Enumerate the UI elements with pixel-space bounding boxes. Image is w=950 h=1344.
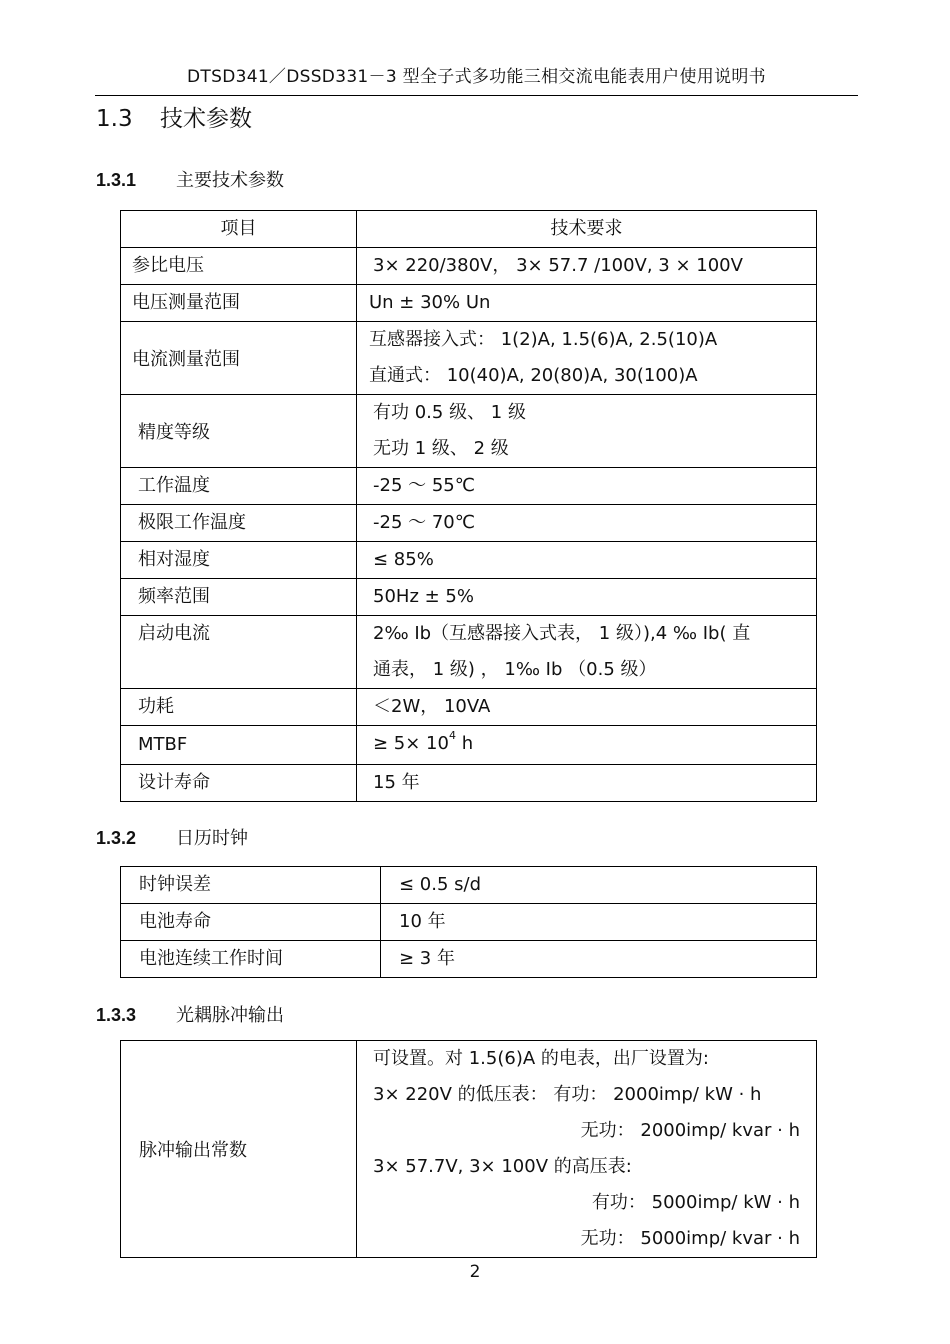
header-rule bbox=[95, 95, 858, 96]
table-row bbox=[121, 726, 817, 765]
param-value: 50Hz ± 5% bbox=[357, 579, 817, 616]
table-row bbox=[121, 689, 817, 726]
param-value: 2‰ Ib（互感器接入式表， 1 级）),4 ‰ Ib( 直 bbox=[373, 623, 751, 644]
param-name: 频率范围 bbox=[121, 579, 357, 616]
page-number: 2 bbox=[469, 1262, 481, 1282]
param-value: 可设置。对 1.5(6)A 的电表，出厂设置为: bbox=[373, 1048, 709, 1069]
param-value: -25 ～ 70℃ bbox=[357, 505, 817, 542]
table-row bbox=[121, 904, 817, 941]
param-name: 参比电压 bbox=[121, 248, 357, 285]
subsection-heading-2 bbox=[96, 824, 248, 850]
subsection-heading-1 bbox=[96, 166, 284, 192]
param-value: ≥ 5× 10 bbox=[373, 733, 449, 754]
param-value: 互感器接入式： 1(2)A, 1.5(6)A, 2.5(10)A bbox=[369, 329, 718, 350]
param-value: 10 年 bbox=[381, 904, 817, 941]
param-name: 电流测量范围 bbox=[121, 322, 357, 395]
param-name: 极限工作温度 bbox=[121, 505, 357, 542]
subsection-title: 光耦脉冲输出 bbox=[176, 1005, 284, 1026]
param-name: 电池寿命 bbox=[121, 904, 381, 941]
param-value: 有功： 5000imp/ kW · h bbox=[591, 1192, 800, 1213]
subsection-number: 1.3.3 bbox=[96, 1005, 137, 1025]
table-row bbox=[121, 579, 817, 616]
param-value: Un ± 30% Un bbox=[357, 285, 817, 322]
param-name: 时钟误差 bbox=[121, 867, 381, 904]
param-value: ≥ 3 年 bbox=[381, 941, 817, 978]
section-number: 1.3 bbox=[96, 106, 133, 132]
param-value-cell bbox=[357, 726, 817, 765]
table-row bbox=[121, 505, 817, 542]
table-row bbox=[121, 765, 817, 802]
param-value: 直通式： 10(40)A, 20(80)A, 30(100)A bbox=[369, 365, 698, 386]
unit: h bbox=[455, 733, 474, 754]
param-name: 脉冲输出常数 bbox=[121, 1041, 357, 1258]
param-value: 15 年 bbox=[357, 765, 817, 802]
param-name: 相对湿度 bbox=[121, 542, 357, 579]
exponent: 4 bbox=[448, 729, 456, 742]
table-row bbox=[121, 285, 817, 322]
param-value: 无功： 5000imp/ kvar · h bbox=[580, 1228, 800, 1249]
param-name: 功耗 bbox=[121, 689, 357, 726]
table-row bbox=[121, 248, 817, 285]
header-cell-requirement: 技术要求 bbox=[357, 211, 817, 248]
table-row bbox=[121, 322, 817, 395]
section-title: 技术参数 bbox=[160, 106, 252, 132]
pulse-output-table bbox=[120, 1040, 817, 1258]
table-row bbox=[121, 1041, 817, 1258]
param-value: 通表， 1 级) ， 1‰ Ib （0.5 级） bbox=[373, 659, 657, 680]
param-value: 3× 220V 的低压表： 有功： 2000imp/ kW · h bbox=[373, 1084, 762, 1105]
param-value: 无功： 2000imp/ kvar · h bbox=[580, 1120, 800, 1141]
param-value: ≤ 85% bbox=[357, 542, 817, 579]
param-name: 电池连续工作时间 bbox=[121, 941, 381, 978]
table-header-row bbox=[121, 211, 817, 248]
document-header: DTSD341／DSSD331－3 型全子式多功能三相交流电能表用户使用说明书 bbox=[187, 67, 766, 87]
param-value: -25 ～ 55℃ bbox=[357, 468, 817, 505]
param-name: 启动电流 bbox=[138, 623, 210, 644]
table-row bbox=[121, 542, 817, 579]
calendar-clock-table bbox=[120, 866, 817, 978]
table-row bbox=[121, 941, 817, 978]
subsection-number: 1.3.2 bbox=[96, 828, 137, 848]
subsection-title: 日历时钟 bbox=[176, 828, 248, 849]
param-value: ≤ 0.5 s/d bbox=[381, 867, 817, 904]
param-value: ＜2W， 10VA bbox=[357, 689, 817, 726]
table-row bbox=[121, 867, 817, 904]
param-name: MTBF bbox=[121, 726, 357, 765]
param-value: 3× 220/380V， 3× 57.7 /100V, 3 × 100V bbox=[357, 248, 817, 285]
param-value: 有功 0.5 级、 1 级 bbox=[373, 402, 526, 423]
param-name: 设计寿命 bbox=[121, 765, 357, 802]
subsection-title: 主要技术参数 bbox=[176, 170, 284, 191]
table-row bbox=[121, 616, 817, 689]
main-parameters-table bbox=[120, 210, 817, 802]
param-name: 工作温度 bbox=[121, 468, 357, 505]
subsection-heading-3 bbox=[96, 1001, 284, 1027]
param-name: 电压测量范围 bbox=[121, 285, 357, 322]
table-row bbox=[121, 395, 817, 468]
header-cell-item: 项目 bbox=[121, 211, 357, 248]
section-heading bbox=[96, 100, 252, 133]
subsection-number: 1.3.1 bbox=[96, 170, 137, 190]
table-row bbox=[121, 468, 817, 505]
param-name: 精度等级 bbox=[121, 395, 357, 468]
param-value: 无功 1 级、 2 级 bbox=[373, 438, 509, 459]
param-value: 3× 57.7V, 3× 100V 的高压表: bbox=[373, 1156, 632, 1177]
